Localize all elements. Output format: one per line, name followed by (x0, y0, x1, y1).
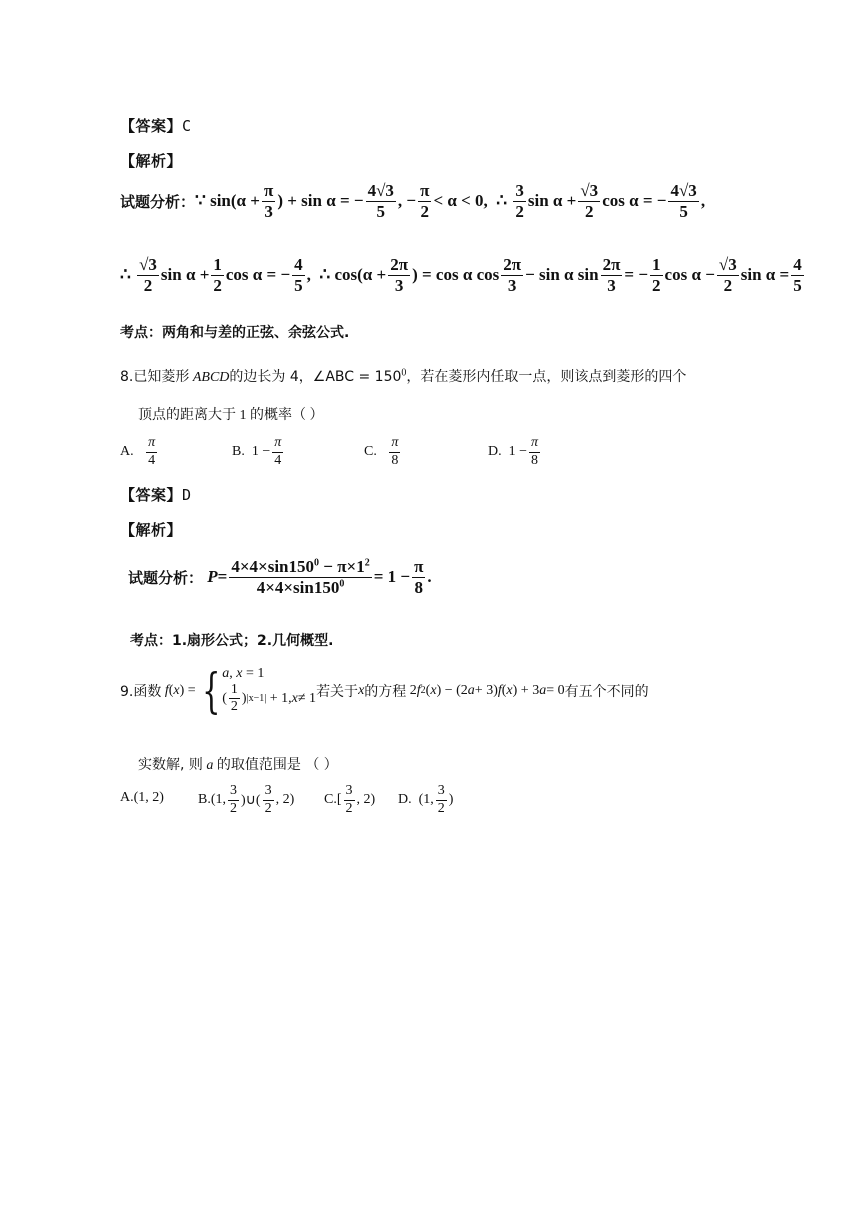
question-8-line2: 顶点的距离大于 1 的概率（ ） (138, 408, 324, 423)
answer-value: D (182, 486, 192, 504)
q9-prefix: 9.函数 (120, 683, 162, 700)
q8-abcd: ABCD (192, 370, 230, 385)
option-c: C. [ $\frac{3}{2}$ , 2) (324, 783, 376, 816)
q9-line2a: 实数解, 则 (138, 757, 203, 773)
kaodian-8: 考点：1.扇形公式；2.几何概型. (130, 633, 334, 649)
question-9-options (120, 784, 500, 824)
option-label: D. (398, 792, 412, 808)
analysis-line-7b: ∴ $\frac{√3}{2}$ sin α + $\frac{1}{2}$ cos α = − $\frac{4}{5}$ , ∴ cos(α + $\frac{2\pi}{3}$ ) = cos α cos $\frac{2\pi}{3}$ − sin α sin $\frac{2\pi}{3}$ = − $\frac{1}{2}$ cos α − $\frac{√3}{2}$ sin α = $\frac{4}{5}$ (120, 255, 802, 295)
question-9-line2 (138, 754, 338, 774)
analysis-line-7a: 试题分析： ∵ sin(α + $\frac{\pi}{3}$ ) + sin α = − $\frac{4√3}{5}$ , − $\frac{\pi}{2}$ < α < 0, ∴ $\frac{3}{2}$ sin α + $\frac{√3}{2}$ cos α = − $\frac{4√3}{5}$ , (120, 181, 706, 221)
analysis-label-7: 【解析】 (120, 152, 183, 170)
option-label: B. (198, 792, 211, 808)
option-a: A. $\frac{\pi}{4}$ (120, 435, 156, 468)
option-c: C. $\frac{\pi}{8}$ (364, 435, 399, 468)
q8-deg: 0 (401, 367, 407, 379)
because-symbol: ∵ (195, 191, 206, 211)
option-b: B. (1, $\frac{3}{2}$ )∪( $\frac{3}{2}$ , 2) (198, 783, 295, 816)
q9-cond-mid2: 的方程 (364, 683, 407, 700)
option-d: D. (1, $\frac{3}{2}$ ) (398, 783, 454, 816)
intro: 试题分析： (128, 568, 204, 587)
answer-label-7 (120, 115, 192, 136)
answer-value: C (182, 117, 192, 135)
option-label: A. (120, 790, 134, 805)
answer-tag: 【答案】 (120, 117, 183, 135)
q9-cond-mid: 若关于 (316, 683, 359, 700)
option-label: B. (232, 444, 245, 460)
piecewise-brace: { (201, 662, 221, 719)
q9-eq-tail: 有五个不同的 (564, 683, 649, 700)
analysis-label-8: 【解析】 (120, 521, 183, 539)
q9-line2b: 的取值范围是 （ ） (216, 757, 338, 773)
option-label: C. (324, 792, 337, 808)
option-d: D. 1 − $\frac{\pi}{8}$ (488, 435, 539, 468)
question-8-line1 (120, 366, 686, 386)
q9-a: a (206, 758, 214, 773)
q8-suffix: ，若在菱形内任取一点，则该点到菱形的四个 (406, 369, 687, 385)
q8-prefix: 8.已知菱形 (120, 369, 190, 385)
answer-label-8 (120, 484, 192, 505)
option-label: C. (364, 444, 377, 460)
intro: 试题分析： (120, 192, 196, 211)
analysis-line-8: 试题分析： P = $\frac{4\times 4\times\sin 150^0 - \pi\times 1^2}{4\times 4\times\sin 150^0}$ = 1 − $\frac{\pi}{8}$ . (128, 557, 432, 597)
answer-tag: 【答案】 (120, 486, 183, 504)
option-a: A. (1, 2) (120, 790, 164, 805)
piecewise-cases: a, x = 1 ( $\frac{1}{2}$ ) |x−1| + 1, x ≠ 1 (222, 666, 317, 715)
option-label: D. (488, 444, 502, 460)
q9-x: x (358, 682, 365, 698)
q8-mid: 的边长为 4，∠ABC = 150 (229, 369, 402, 385)
question-9-line1: 9.函数 f ( x ) = { a, x = 1 ( $\frac{1}{2}$ ) |x−1| + 1, x ≠ 1 若关于 x 的方程 2 f 2 ( x ) − (2 a + 3) f ( x ) + 3 a = 0 有五个不同的 (120, 662, 649, 719)
option-label: A. (120, 444, 134, 460)
kaodian-7: 考点：两角和与差的正弦、余弦公式. (120, 325, 350, 341)
question-8-options (120, 436, 640, 476)
option-b: B. 1 − $\frac{\pi}{4}$ (232, 435, 282, 468)
